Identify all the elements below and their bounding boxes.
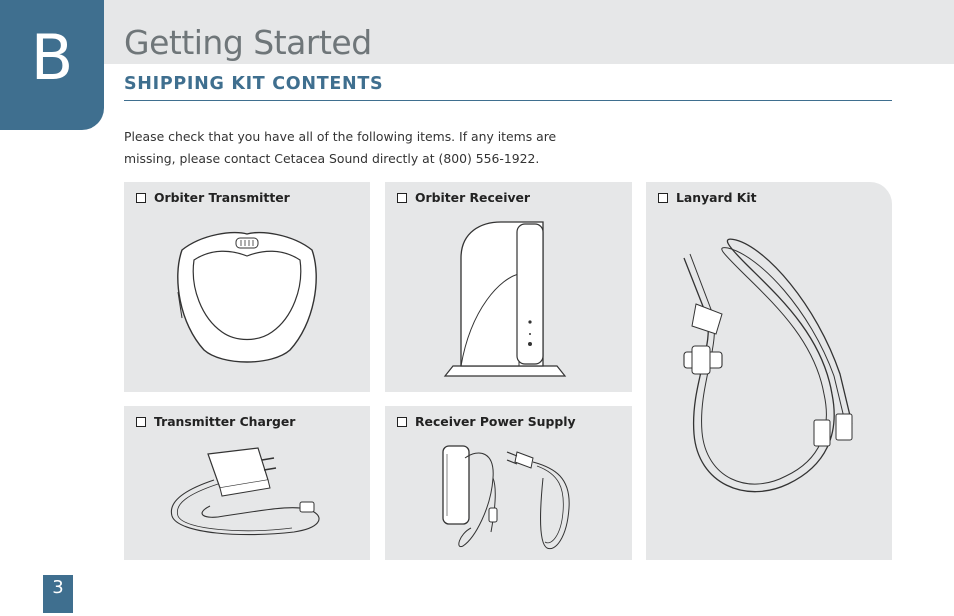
kit-item-label	[397, 414, 576, 429]
checkbox[interactable]	[136, 193, 146, 203]
kit-item-name: Receiver Power Supply	[415, 414, 576, 429]
checkbox[interactable]	[658, 193, 668, 203]
kit-item-orbiter-transmitter	[124, 182, 370, 392]
kit-item-name: Orbiter Transmitter	[154, 190, 290, 205]
kit-item-label	[397, 190, 530, 205]
page-number: 3	[43, 575, 73, 613]
kit-item-name: Transmitter Charger	[154, 414, 296, 429]
chapter-letter: B	[30, 21, 74, 94]
chapter-tab	[0, 0, 104, 130]
kit-item-orbiter-receiver	[385, 182, 632, 392]
kit-item-name: Orbiter Receiver	[415, 190, 531, 205]
section-title: SHIPPING KIT CONTENTS	[124, 74, 384, 94]
intro-line: missing, please contact Cetacea Sound directly at (800) 556-1922.	[124, 151, 540, 166]
checkbox[interactable]	[136, 417, 146, 427]
checkbox[interactable]	[397, 417, 407, 427]
page-title: Getting Started	[124, 23, 372, 62]
intro-line: Please check that you have all of the following items. If any items are	[124, 129, 557, 144]
kit-item-lanyard-kit	[646, 182, 892, 560]
kit-item-receiver-power-supply	[385, 406, 632, 560]
kit-item-transmitter-charger	[124, 406, 370, 560]
lanyard-icon	[676, 234, 876, 504]
charger-icon	[164, 440, 334, 552]
checkbox[interactable]	[397, 193, 407, 203]
kit-item-label	[136, 414, 295, 429]
kit-item-label	[136, 190, 290, 205]
kit-item-name: Lanyard Kit	[676, 190, 757, 205]
section-divider	[124, 100, 892, 101]
transmitter-icon	[172, 228, 322, 368]
power-supply-icon	[435, 438, 585, 554]
kit-item-label	[658, 190, 757, 205]
intro-text	[124, 126, 564, 170]
receiver-icon	[441, 218, 571, 388]
